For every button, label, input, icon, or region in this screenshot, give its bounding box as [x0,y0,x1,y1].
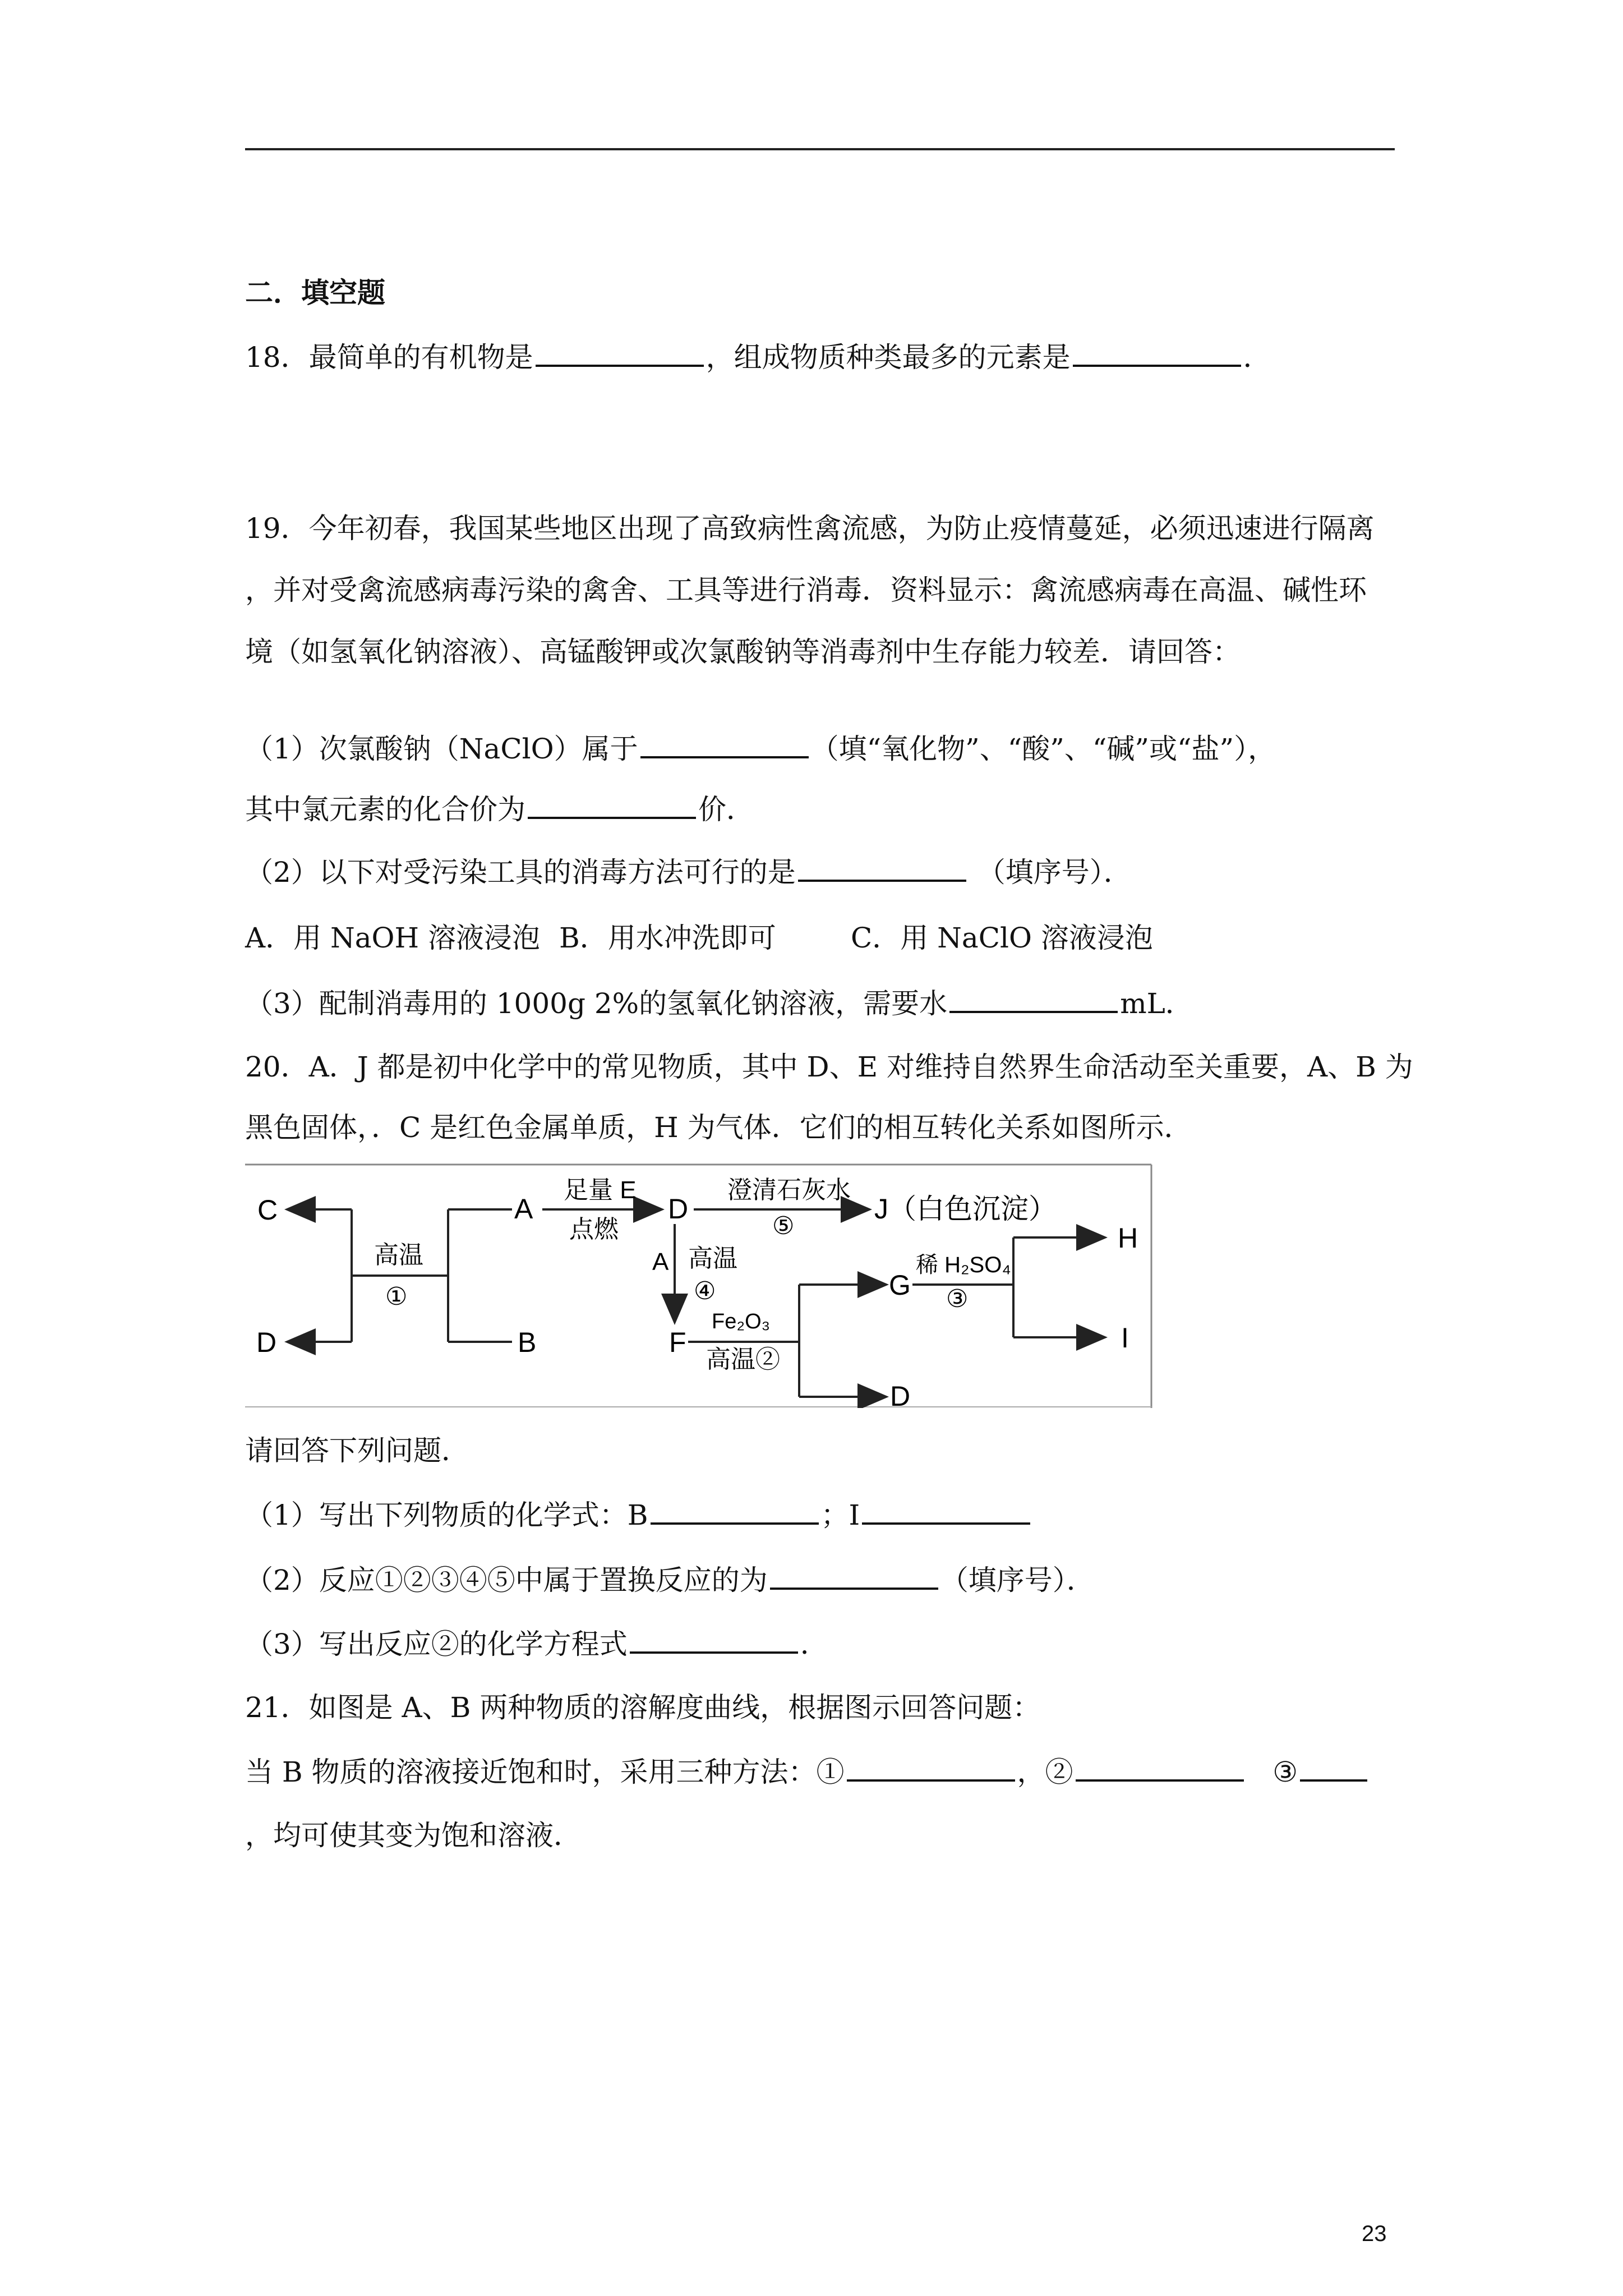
node-H: H [1118,1222,1138,1254]
q21-blank-1[interactable] [847,1754,1015,1782]
cond-G-num: ③ [946,1285,969,1313]
q20-line-2: 黑色固体，．C 是红色金属单质，H 为气体．它们的相互转化关系如图所示． [245,1111,1192,1144]
q18-blank-2[interactable] [1073,339,1241,367]
q19-sub3 [245,985,1400,1022]
q20-sub2-text-b: （填序号）． [940,1564,1095,1596]
section-title: 二．填空题 [245,276,385,309]
q18-blank-1[interactable] [536,339,704,367]
q20-sub1-text-a: （1）写出下列物质的化学式：B [245,1499,648,1531]
q21-text-b: ，② [1017,1756,1073,1788]
q19-sub1-line2 [245,791,1400,827]
q18-text-1: 18．最简单的有机物是 [245,341,533,374]
q19-line-2: ，并对受禽流感病毒污染的禽舍、工具等进行消毒．资料显示：禽流感病毒在高温、碱性环 [245,574,1367,606]
q19-sub3-text-a: （3）配制消毒用的 1000g 2%的氢氧化钠溶液，需要水 [245,987,948,1020]
q20-sub2 [245,1562,1400,1598]
q19-option-a: A．用 NaOH 溶液浸泡 [245,922,541,954]
q18-text-2: ，组成物质种类最多的元素是 [706,341,1071,374]
q20-sub2-blank[interactable] [770,1562,938,1590]
node-J: J（白色沉淀） [874,1193,1057,1225]
q20-sub3 [245,1626,1400,1662]
q19-sub2-text-b: （填序号）． [977,856,1132,889]
node-C: C [257,1194,278,1226]
header-rule [245,148,1395,150]
node-D-bottom: D [890,1381,911,1408]
q19-sub1-line1 [245,730,1400,767]
node-D-left: D [256,1327,277,1358]
q19-sub2-blank[interactable] [798,854,966,882]
cond-DJ-top: 澄清石灰水 [727,1176,851,1204]
q20-sub1-blank-1[interactable] [651,1497,819,1525]
q19-sub2-text-a: （2）以下对受污染工具的消毒方法可行的是 [245,856,796,889]
node-B: B [518,1327,537,1358]
q19-line-3: 境（如氢氧化钠溶液）、高锰酸钾或次氯酸钠等消毒剂中生存能力较差．请回答： [245,636,1241,668]
q20-sub1 [245,1497,1400,1533]
q19-sub1-text-c: 其中氯元素的化合价为 [245,793,525,826]
cond-DF-num: ④ [694,1277,716,1305]
q19-options [245,920,1400,956]
q20-sub3-blank[interactable] [630,1626,798,1654]
reaction-diagram-svg [245,1161,1154,1408]
q19-sub1-text-a: （1）次氯酸钠（NaClO）属于 [245,733,638,765]
cond-F-bottom: 高温② [706,1346,780,1373]
q19-sub1-text-d: 价． [698,793,754,826]
q21-blank-3[interactable] [1300,1754,1367,1782]
node-I: I [1121,1322,1129,1354]
reaction-diagram [245,1161,1154,1408]
cond-F-top: Fe₂O₃ [712,1310,771,1333]
question-18 [245,339,1400,375]
page-number: 23 [1362,2221,1387,2246]
q20-sub2-text-a: （2）反应①②③④⑤中属于置换反应的为 [245,1564,768,1596]
cond-DF-A: A [652,1248,669,1276]
q19-sub3-blank[interactable] [949,985,1118,1013]
q19-option-c: C．用 NaClO 溶液浸泡 [851,922,1153,954]
q21-text-c: ③ [1272,1756,1298,1788]
q21-text-a: 当 B 物质的溶液接近饱和时，采用三种方法：① [245,1756,845,1788]
q19-sub2 [245,854,1400,890]
cond-AD-top: 足量 E [564,1176,637,1204]
node-G: G [889,1269,911,1301]
q19-sub1-blank-2[interactable] [528,791,696,819]
q21-line-2 [245,1754,1400,1790]
cond-AD-bottom: 点燃 [569,1216,619,1243]
q19-sub3-text-b: mL． [1120,987,1193,1020]
cond-1-top: 高温 [374,1241,423,1269]
q20-sub3-text-a: （3）写出反应②的化学方程式 [245,1628,628,1660]
q20-sub3-text-b: ． [800,1628,828,1660]
q20-prompt: 请回答下列问题． [245,1434,469,1467]
q20-sub1-text-b: ；I [820,1499,860,1531]
q19-sub1-text-b: （填“氧化物”、“酸”、“碱”或“盐”）， [810,733,1276,765]
q19-sub1-blank-1[interactable] [640,730,809,758]
cond-DF-top: 高温 [688,1245,737,1272]
cond-DJ-num: ⑤ [772,1212,795,1240]
q20-line-1: 20．A．J 都是初中化学中的常见物质，其中 D、E 对维持自然界生命活动至关重要，A、B 为 [245,1051,1413,1083]
q21-line-3: ，均可使其变为饱和溶液． [245,1819,582,1852]
q19-option-b: B．用水冲洗即可 [559,922,776,954]
q21-line-1: 21．如图是 A、B 两种物质的溶解度曲线，根据图示回答问题： [245,1691,1041,1724]
q20-sub1-blank-2[interactable] [862,1497,1030,1525]
node-F: F [669,1327,686,1358]
node-D-mid: D [668,1193,689,1225]
q21-blank-2[interactable] [1076,1754,1244,1782]
cond-1-num: ① [385,1283,408,1310]
cond-G-top: 稀 H₂SO₄ [916,1253,1011,1277]
q18-text-3: ． [1243,341,1271,374]
q19-line-1: 19．今年初春，我国某些地区出现了高致病性禽流感，为防止疫情蔓延，必须迅速进行隔离 [245,512,1375,545]
node-A: A [514,1193,533,1225]
